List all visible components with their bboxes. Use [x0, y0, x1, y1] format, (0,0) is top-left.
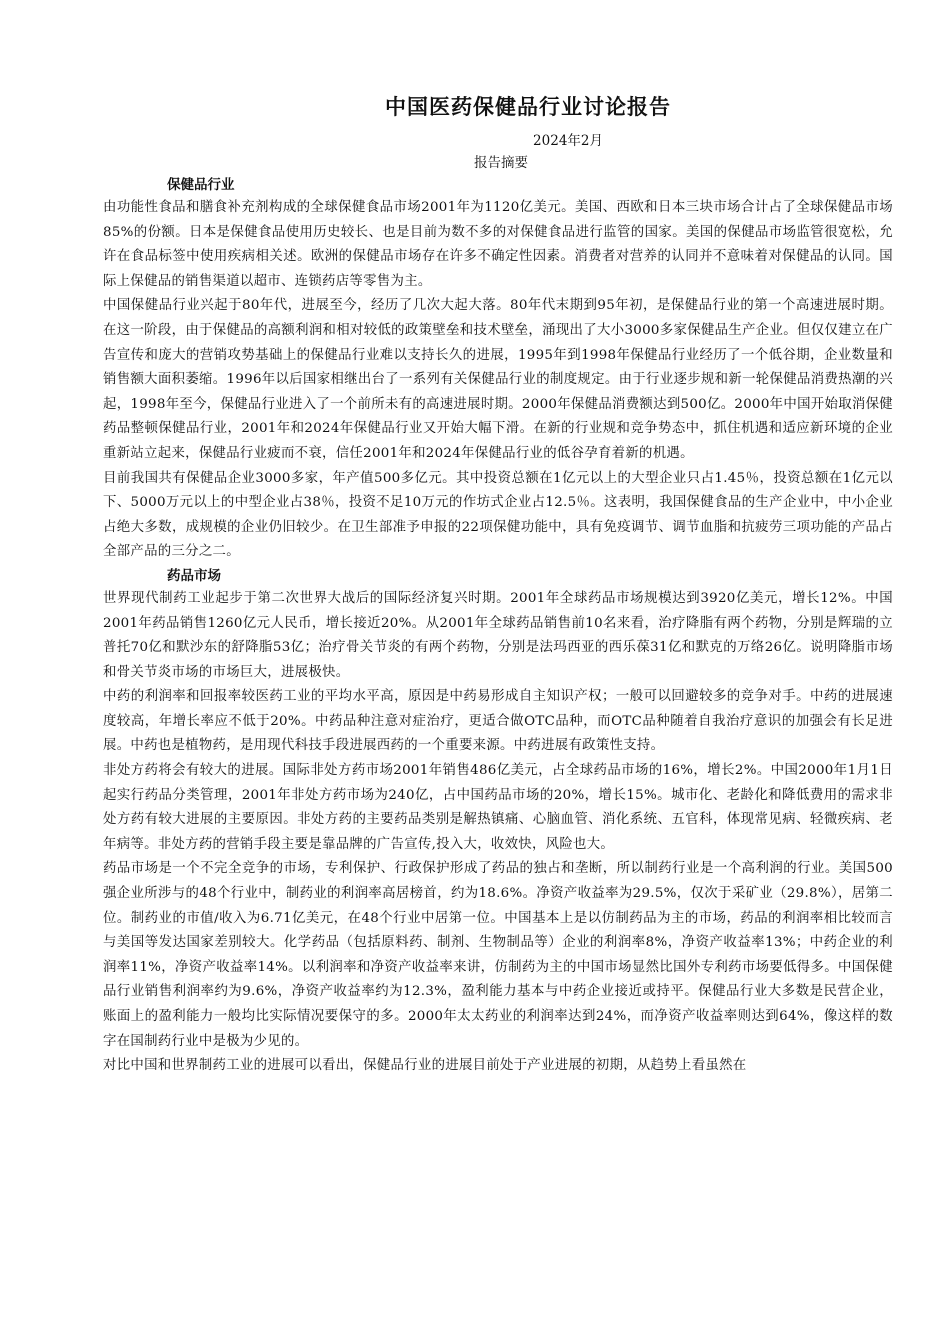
paragraph: 中药的利润率和回报率较医药工业的平均水平高，原因是中药易形成自主知识产权；一般可以回避较多的竞争对手。中药的进展速度较高，年增长率应不低于20%。中药品种注意对症治疗，更适合做OTC品种，而OTC品种随着自我治疗意识的加强会有长足进展。中药也是植物药，是用现代科技手段进展西药的一个重要来源。中药进展有政策性支持。: [103, 689, 893, 754]
paragraph: 由功能性食品和膳食补充剂构成的全球保健食品市场2001年为1120亿美元。美国、西欧和日本三块市场合计占了全球保健品市场85%的份额。日本是保健食品使用历史较长、也是目前为数不多的对保健食品进行监管的国家。美国的保健品市场监管很宽松，允许在食品标签中使用疾病相关述。欧洲的保健品市场存在许多不确定性因素。消费者对营养的认同并不意味着对保健品的认同。国际上保健品的销售渠道以超市、连锁药店等零售为主。: [103, 200, 893, 289]
paragraph: 世界现代制药工业起步于第二次世界大战后的国际经济复兴时期。2001年全球药品市场规模达到3920亿美元，增长12%。中国2001年药品销售1260亿元人民币，增长接近20%。从2001年全球药品销售前10名来看，治疗降脂有两个药物，分别是辉瑞的立普托70亿和默沙东的舒降脂53亿；治疗骨关节炎的有两个药物，分别是法玛西亚的西乐葆31亿和默克的万络26亿。说明降脂市场和骨关节炎市场的市场巨大，进展极快。: [103, 590, 893, 680]
paragraph: 中国保健品行业兴起于80年代，进展至今，经历了几次大起大落。80年代末期到95年初，是保健品行业的第一个高速进展时期。在这一阶段，由于保健品的高额利润和相对较低的政策壁垒和技术壁垒，涌现出了大小3000多家保健品生产企业。但仅仅建立在广告宣传和庞大的营销攻势基础上的保健品行业难以支持长久的进展，1995年到1998年保健品行业经历了一个低谷期，企业数量和销售额大面积萎缩。1996年以后国家相继出台了一系列有关保健品行业的制度规定。由于行业逐步规和新一轮保健品消费热潮的兴起，1998年至今，保健品行业进入了一个前所未有的高速进展时期。2000年保健品消费额达到500亿。2000年中国开始取消保健药品整顿保健品行业，2001年和2024年保健品行业又开始大幅下滑。在新的行业规和竞争势态中，抓住机遇和适应新环境的企业重新站立起来，保健品行业疲而不衰，信任2001年和2024年保健品行业的低谷孕育着新的机遇。: [103, 298, 893, 461]
abstract-label: 报告摘要: [474, 155, 528, 171]
section-heading-drug-market: 药品市场: [167, 567, 221, 584]
paragraph: 目前我国共有保健品企业3000多家，年产值500多亿元。其中投资总额在1亿元以上的大型企业只占1.45％，投资总额在1亿元以下、5000万元以上的中型企业占38％，投资不足10万元的作坊式企业占12.5％。这表明，我国保健食品的生产企业中，中小企业占绝大多数，成规模的企业仍旧较少。在卫生部准予申报的22项保健功能中，具有免疫调节、调节血脂和抗疲劳三项功能的产品占全部产品的三分之二。: [103, 470, 893, 560]
page-title: 中国医药保健品行业讨论报告: [385, 95, 671, 119]
paragraph: 非处方药将会有较大的进展。国际非处方药市场2001年销售486亿美元，占全球药品市场的16%，增长2%。中国2000年1月1日起实行药品分类管理，2001年非处方药市场为240亿，占中国药品市场的20%，增长15%。城市化、老龄化和降低费用的需求非处方药有较大进展的主要原因。非处方药的主要药品类别是解热镇痛、心脑血管、消化系统、五官科，体现常见病、轻微疾病、老年病等。非处方药的营销手段主要是靠品牌的广告宣传,投入大，收效快，风险也大。: [103, 763, 893, 852]
report-date: 2024年2月: [533, 133, 603, 149]
document-page: [103, 92, 893, 1079]
section-heading-health-products: 保健品行业: [167, 177, 235, 193]
paragraph: 药品市场是一个不完全竞争的市场，专利保护、行政保护形成了药品的独占和垄断，所以制药行业是一个高利润的行业。美国500强企业所涉与的48个行业中，制药业的利润率高居榜首，约为18.6%。净资产收益率为29.5%，仅次于采矿业（29.8%），居第二位。制药业的市值/收入为6.71亿美元，在48个行业中居第一位。中国基本上是以仿制药品为主的市场，药品的利润率相比较而言与美国等发达国家差别较大。化学药品（包括原料药、制剂、生物制品等）企业的利润率8%，净资产收益率13%；中药企业的利润率11%，净资产收益率14%。以利润率和净资产收益率来讲，仿制药为主的中国市场显然比国外专利药市场要低得多。中国保健品行业销售利润率约为9.6%，净资产收益率约为12.3%，盈利能力基本与中药企业接近或持平。保健品行业大多数是民营企业，账面上的盈利能力一般均比实际情况要保守的多。2000年太太药业的利润率达到24%，而净资产收益率则达到64%，像这样的数字在国制药行业中是极为少见的。: [103, 861, 893, 1049]
paragraph: 对比中国和世界制药工业的进展可以看出，保健品行业的进展目前处于产业进展的初期，从趋势上看虽然在: [103, 1058, 747, 1074]
